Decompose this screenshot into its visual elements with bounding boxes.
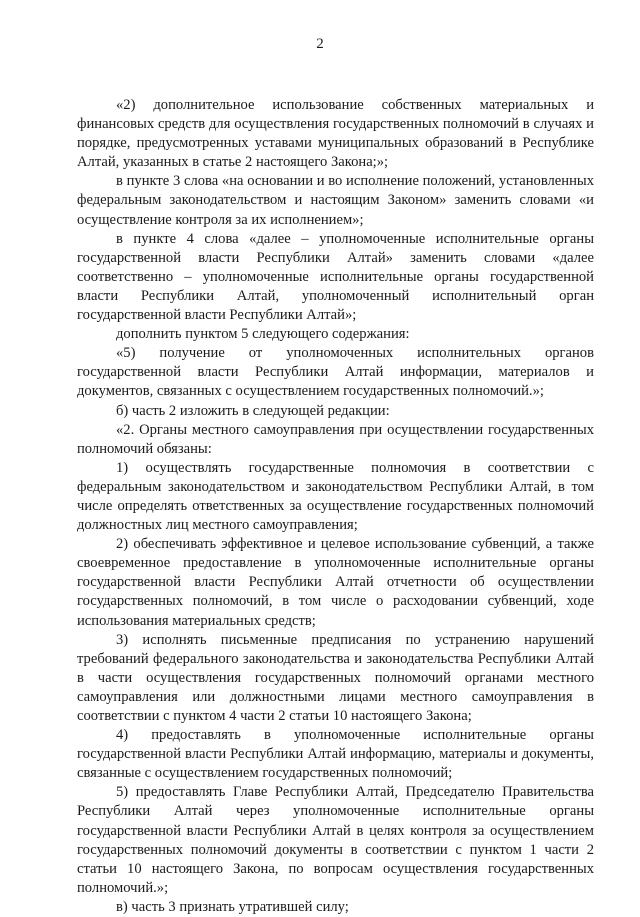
paragraph-7: «2. Органы местного самоуправления при осуществлении государственных полномочий обязаны: [77,421,594,457]
document-body [77,96,594,917]
paragraph-3: в пункте 4 слова «далее – уполномоченные исполнительные органы государственной власти Республики Алтай» заменить словами «далее соответственно – уполномоченные исполнительные органы государственной власти Республики Алтай, уполномоченный исполнительный орган государственной власти Республики Алтай»; [77,230,594,324]
paragraph-4: дополнить пунктом 5 следующего содержания: [116,326,410,343]
paragraph-13: в) часть 3 признать утратившей силу; [116,898,349,915]
paragraph-2: в пункте 3 слова «на основании и во исполнение положений, установленных федеральным законодательством и настоящим Законом» заменить словами «и осуществление контроля за их исполнением»; [77,173,594,228]
paragraph-11: 4) предоставлять в уполномоченные исполнительные органы государственной власти Республики Алтай информацию, материалы и документы, связанные с осуществлением государственных полномочий; [77,727,594,782]
paragraph-8: 1) осуществлять государственные полномочия в соответствии с федеральным законодательством и законодательством Республики Алтай, в том числе определять ответственных за осуществление государственных полномочий должностных лиц местного самоуправления; [77,459,594,534]
paragraph-10: 3) исполнять письменные предписания по устранению нарушений требований федерального законодательства и законодательства Республики Алтай в части осуществления государственных полномочий органами местного самоуправления или должностными лицами местного самоуправления в соответствии с пунктом 4 части 2 статьи 10 настоящего Закона; [77,631,594,724]
paragraph-6: б) часть 2 изложить в следующей редакции: [116,402,390,419]
paragraph-12: 5) предоставлять Главе Республики Алтай, Председателю Правительства Республики Алтай через уполномоченные исполнительные органы государственной власти Республики Алтай в целях контроля за осуществлением государственных полномочий документы в соответствии с пунктом 1 части 2 статьи 10 настоящего Закона, по вопросам осуществления государственных полномочий.»; [77,784,594,896]
paragraph-1: «2) дополнительное использование собственных материальных и финансовых средств для осуществления государственных полномочий в случаях и порядке, предусмотренных уставами муниципальных образований в Республике Алтай, указанных в статье 2 настоящего Закона;»; [77,97,594,171]
page-number: 2 [316,36,324,52]
paragraph-5: «5) получение от уполномоченных исполнительных органов государственной власти Республики Алтай информации, материалов и документов, связанных с осуществлением государственных полномочий.»; [77,345,594,400]
paragraph-9: 2) обеспечивать эффективное и целевое использование субвенций, а также своевременное предоставление в уполномоченные исполнительные органы государственной власти Республики Алтай отчетности об осуществлении государственных полномочий, в том числе о расходовании субвенций, ходе использования материальных средств; [77,536,594,629]
